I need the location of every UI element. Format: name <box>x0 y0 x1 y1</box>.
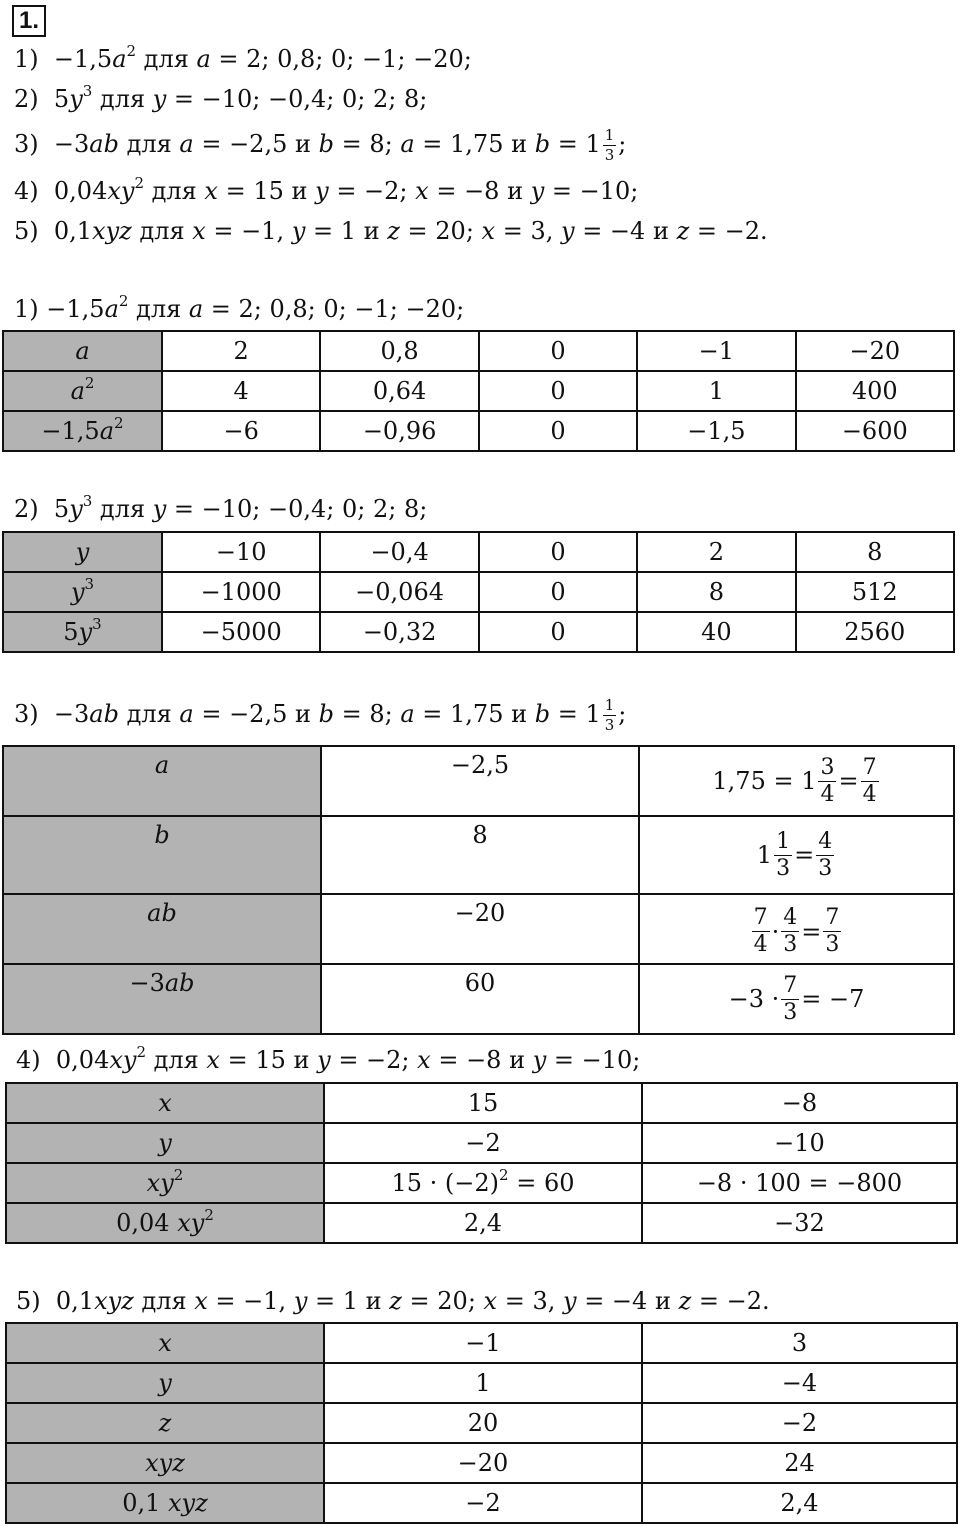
row-header: z <box>6 1403 324 1443</box>
table-cell: −5000 <box>162 612 320 652</box>
table-cell: −10 <box>642 1123 957 1163</box>
row-header: y <box>6 1363 324 1403</box>
table-3 <box>2 745 955 1035</box>
condition-5: 5) 0,1xyz для x = −1, y = 1 и z = 20; x = 3, y = −4 и z = −2. <box>14 217 768 245</box>
row-header: ab <box>3 894 321 964</box>
table-cell: −10 <box>162 532 320 572</box>
table-row <box>6 1123 957 1163</box>
table-cell: −600 <box>796 411 954 451</box>
table-row <box>3 816 954 894</box>
section-5-heading: 5) 0,1xyz для x = −1, y = 1 и z = 20; x = 3, y = −4 и z = −2. <box>16 1287 770 1315</box>
condition-3: 3) −3ab для a = −2,5 и b = 8; a = 1,75 и b = 1 $\frac{1}{3}$ ; <box>14 126 627 164</box>
table-row <box>3 331 954 371</box>
table-2 <box>2 531 955 653</box>
table-cell: −6 <box>162 411 320 451</box>
table-cell: 8 <box>637 572 795 612</box>
table-cell: 20 <box>324 1403 642 1443</box>
table-cell: −0,32 <box>320 612 478 652</box>
table-cell: −2 <box>642 1403 957 1443</box>
row-header: $5y^3$ <box>3 612 162 652</box>
row-header: $y^3$ <box>3 572 162 612</box>
table-cell: −0,064 <box>320 572 478 612</box>
table-row <box>6 1403 957 1443</box>
table-cell: 1 <box>324 1363 642 1403</box>
table-cell: $15 \cdot (-2)^2 = 60$ <box>324 1163 642 1203</box>
table-cell: 8 <box>321 816 639 894</box>
table-cell: −0,4 <box>320 532 478 572</box>
table-cell: −32 <box>642 1203 957 1243</box>
table-cell: −4 <box>642 1363 957 1403</box>
table-1 <box>2 330 955 452</box>
table-cell: 2 <box>637 532 795 572</box>
condition-2: 2) $5y^3$ для y = −10; −0,4; 0; 2; 8; <box>14 82 428 113</box>
section-3-heading: 3) −3ab для a = −2,5 и b = 8; a = 1,75 и b = 1 $\frac{1}{3}$ ; <box>14 696 627 734</box>
table-cell: 1,75 = 1 $\frac{3}{4}$ = $\frac{7}{4}$ <box>639 746 954 816</box>
table-cell: −1 <box>324 1323 642 1363</box>
task-number: 1. <box>12 5 46 37</box>
table-row <box>6 1323 957 1363</box>
table-row <box>6 1443 957 1483</box>
table-cell: 7 4 · $\frac{4}{3}$ = $\frac{7}{3}$ <box>639 894 954 964</box>
table-4 <box>5 1082 958 1244</box>
row-header: a <box>3 746 321 816</box>
table-row <box>3 371 954 411</box>
table-cell: 4 <box>162 371 320 411</box>
table-cell: −20 <box>321 894 639 964</box>
table-cell: 0 <box>479 371 637 411</box>
table-cell: 60 <box>321 964 639 1034</box>
table-cell: 40 <box>637 612 795 652</box>
table-row <box>3 612 954 652</box>
table-cell: 400 <box>796 371 954 411</box>
row-header: x <box>6 1083 324 1123</box>
table-cell: 15 <box>324 1083 642 1123</box>
table-cell: 0 <box>479 331 637 371</box>
condition-1: $1) -1,5a^2$ для a = 2; 0,8; 0; −1; −20; <box>14 42 472 73</box>
table-row <box>6 1483 957 1523</box>
row-header: −3ab <box>3 964 321 1034</box>
table-cell: 24 <box>642 1443 957 1483</box>
row-header: y <box>6 1123 324 1163</box>
section-1-heading: $1) -1,5a^2$ для a = 2; 0,8; 0; −1; −20; <box>14 292 465 323</box>
table-cell: 512 <box>796 572 954 612</box>
table-row <box>6 1163 957 1203</box>
table-cell: −8 <box>642 1083 957 1123</box>
table-cell: −3 · $\frac{7}{3}$ = −7 <box>639 964 954 1034</box>
table-cell: −1,5 <box>637 411 795 451</box>
table-5 <box>5 1322 958 1524</box>
row-header: x <box>6 1323 324 1363</box>
table-cell: 0 <box>479 411 637 451</box>
row-header: xyz <box>6 1443 324 1483</box>
table-cell: −1000 <box>162 572 320 612</box>
row-header: b <box>3 816 321 894</box>
table-cell: 2560 <box>796 612 954 652</box>
table-cell: 8 <box>796 532 954 572</box>
table-row <box>3 411 954 451</box>
table-cell: −1 <box>637 331 795 371</box>
table-row <box>3 532 954 572</box>
table-cell: −2 <box>324 1123 642 1163</box>
table-cell: 0,64 <box>320 371 478 411</box>
table-row <box>6 1083 957 1123</box>
table-cell: 2 <box>162 331 320 371</box>
table-cell: 0 <box>479 532 637 572</box>
table-row <box>6 1203 957 1243</box>
table-cell: 0 <box>479 572 637 612</box>
row-header: y <box>3 532 162 572</box>
table-row <box>3 964 954 1034</box>
table-cell: 2,4 <box>324 1203 642 1243</box>
table-row <box>6 1363 957 1403</box>
table-cell: 0,8 <box>320 331 478 371</box>
table-cell: −2,5 <box>321 746 639 816</box>
row-header: a <box>3 331 162 371</box>
table-cell: −0,96 <box>320 411 478 451</box>
table-row <box>3 746 954 816</box>
table-cell: −8 · 100 = −800 <box>642 1163 957 1203</box>
section-2-heading: 2) $5y^3$ для y = −10; −0,4; 0; 2; 8; <box>14 492 428 523</box>
row-header: $xy^2$ <box>6 1163 324 1203</box>
table-cell: −20 <box>324 1443 642 1483</box>
table-cell: −20 <box>796 331 954 371</box>
row-header: 0,1 xyz <box>6 1483 324 1523</box>
table-cell: 2,4 <box>642 1483 957 1523</box>
table-cell: −2 <box>324 1483 642 1523</box>
condition-4: 4) $0,04xy^2$ для x = 15 и y = −2; x = −8 и y = −10; <box>14 174 639 205</box>
section-4-heading: 4) $0,04xy^2$ для x = 15 и y = −2; x = −8 и y = −10; <box>16 1043 641 1074</box>
table-cell: 3 <box>642 1323 957 1363</box>
table-cell: 1 <box>637 371 795 411</box>
table-cell: 0 <box>479 612 637 652</box>
row-header: $-1,5a^2$ <box>3 411 162 451</box>
table-row <box>3 572 954 612</box>
table-cell: 1 $\frac{1}{3}$ = $\frac{4}{3}$ <box>639 816 954 894</box>
row-header: $a^2$ <box>3 371 162 411</box>
table-row <box>3 894 954 964</box>
row-header: 0,04 $xy^2$ <box>6 1203 324 1243</box>
